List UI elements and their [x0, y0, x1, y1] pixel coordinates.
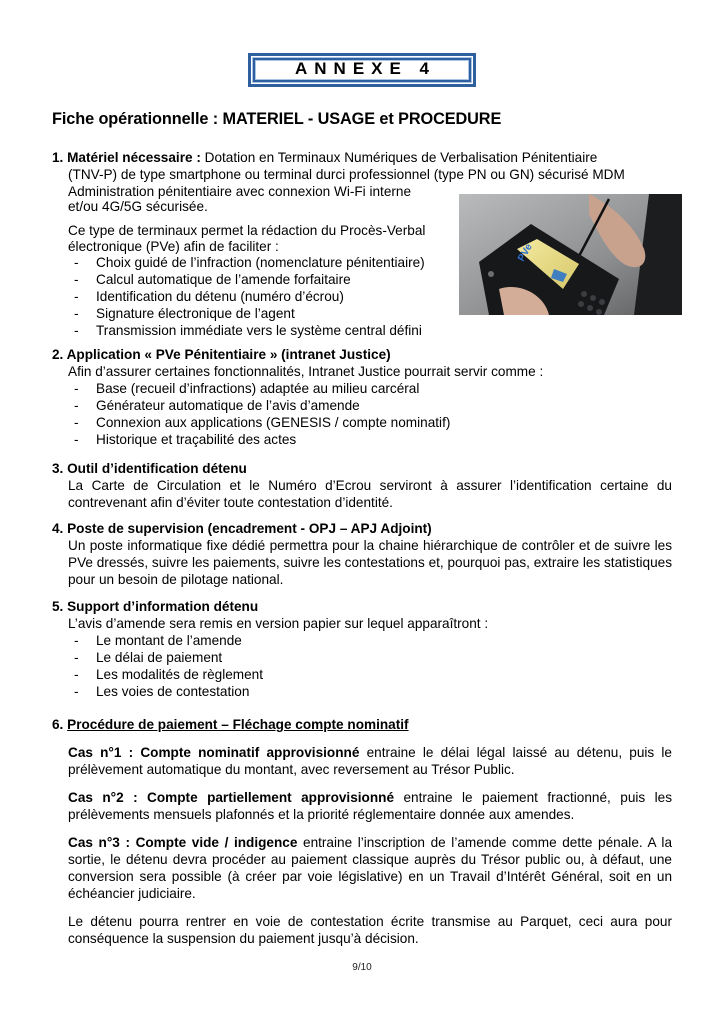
list-item: - Historique et traçabilité des actes	[74, 432, 297, 447]
list-item: - Calcul automatique de l’amende forfaitaire	[74, 272, 351, 287]
list-item: - Identification du détenu (numéro d’écrou)	[74, 289, 344, 304]
section5-intro: L’avis d’amende sera remis en version papier sur lequel apparaîtront :	[68, 616, 489, 631]
section1-intro-line4: et/ou 4G/5G sécurisée.	[68, 199, 208, 214]
list-item: - Les voies de contestation	[74, 684, 250, 699]
list-item: - Transmission immédiate vers le système central défini	[74, 323, 422, 338]
section5-list	[74, 632, 263, 700]
section6-closing: Le détenu pourra rentrer en voie de contestation écrite transmise au Parquet, ceci aura pour conséquence la suspension du paiement jusqu’à décision.	[68, 914, 672, 946]
case-3-label: Cas n°3 : Compte vide / indigence	[68, 835, 298, 850]
section4-body: Un poste informatique fixe dédié permettra pour la chaine hiérarchique de contrôler et de suivre les PVe dressés, suivre les paiements, suivre les contestations et, pourquoi pas, extraire les statistiques pour un besoin de pilotage national.	[68, 538, 672, 587]
section1-para1: Ce type de terminaux permet la rédaction du Procès-Verbal	[68, 223, 426, 238]
case-1-text: entraine le délai légal laissé au détenu, puis le prélèvement automatique du montant, avec reversement au Trésor Public.	[68, 745, 672, 777]
list-item: - Base (recueil d’infractions) adaptée au milieu carcéral	[74, 381, 420, 396]
case-1	[68, 744, 672, 778]
handheld-terminal-illustration	[459, 194, 682, 315]
list-item: - Les modalités de règlement	[74, 667, 263, 682]
annex-title-box	[248, 53, 476, 87]
section1-intro-line2: (TNV-P) de type smartphone ou terminal durci professionnel (type PN ou GN) sécurisé MDM	[68, 167, 625, 182]
section6-heading: Procédure de paiement – Fléchage compte nominatif	[67, 717, 409, 732]
section3-heading: 3. Outil d’identification détenu	[52, 461, 247, 476]
section1-heading: 1. Matériel nécessaire :	[52, 150, 201, 165]
section1-list	[74, 254, 425, 339]
section6-number: 6.	[52, 717, 68, 732]
case-3-text: entraine l’inscription de l’amende comme dette pénale. A la sortie, le détenu devra procéder au paiement classique auprès du Trésor public ou, à défaut, une conversion sera possible (à créer par voie législative) en un Travail d’Intérêt Général, soit en un échéancier judiciaire.	[68, 835, 673, 901]
list-item: - Connexion aux applications (GENESIS / compte nominatif)	[74, 415, 451, 430]
photo-screen-label: PVe	[516, 242, 535, 264]
annex-title: ANNEXE 4	[294, 59, 437, 78]
section6-heading-wrap	[52, 716, 409, 733]
fiche-title: Fiche opérationnelle : MATERIEL - USAGE et PROCEDURE	[52, 110, 502, 128]
section5-heading: 5. Support d’information détenu	[52, 599, 259, 614]
page-number: 9/10	[352, 962, 372, 973]
terminal-photo	[459, 194, 682, 315]
list-item: - Le délai de paiement	[74, 650, 223, 665]
section2-heading: 2. Application « PVe Pénitentiaire » (intranet Justice)	[52, 347, 391, 362]
case-2-label: Cas n°2 : Compte partiellement approvisionné	[68, 790, 395, 805]
list-item: - Choix guidé de l’infraction (nomenclature pénitentiaire)	[74, 255, 425, 270]
case-1-label: Cas n°1 : Compte nominatif approvisionné	[68, 745, 360, 760]
case-3	[68, 834, 672, 902]
section3-body: La Carte de Circulation et le Numéro d’Ecrou serviront à assurer l’identification certaine du contrevenant afin d’éviter toute contestation d’identité.	[68, 478, 672, 510]
section4-heading: 4. Poste de supervision (encadrement - OPJ – APJ Adjoint)	[52, 521, 432, 536]
case-2	[68, 789, 672, 823]
section1-para2: électronique (PVe) afin de faciliter :	[68, 239, 279, 254]
section1-intro-line1: Dotation en Terminaux Numériques de Verbalisation Pénitentiaire	[200, 150, 598, 165]
list-item: - Le montant de l’amende	[74, 633, 242, 648]
case-2-text: entraine le paiement fractionné, puis les prélèvements mensuels plafonnés et la priorité réglementaire donnée aux amendes.	[68, 790, 672, 822]
list-item: - Générateur automatique de l’avis d’amende	[74, 398, 360, 413]
list-item: - Signature électronique de l’agent	[74, 306, 295, 321]
section1-intro-line3: Administration pénitentiaire avec connexion Wi-Fi interne	[68, 184, 412, 199]
section2-list	[74, 380, 450, 448]
section2-intro: Afin d’assurer certaines fonctionnalités, Intranet Justice pourrait servir comme :	[68, 364, 544, 379]
section1-intro	[52, 149, 672, 166]
